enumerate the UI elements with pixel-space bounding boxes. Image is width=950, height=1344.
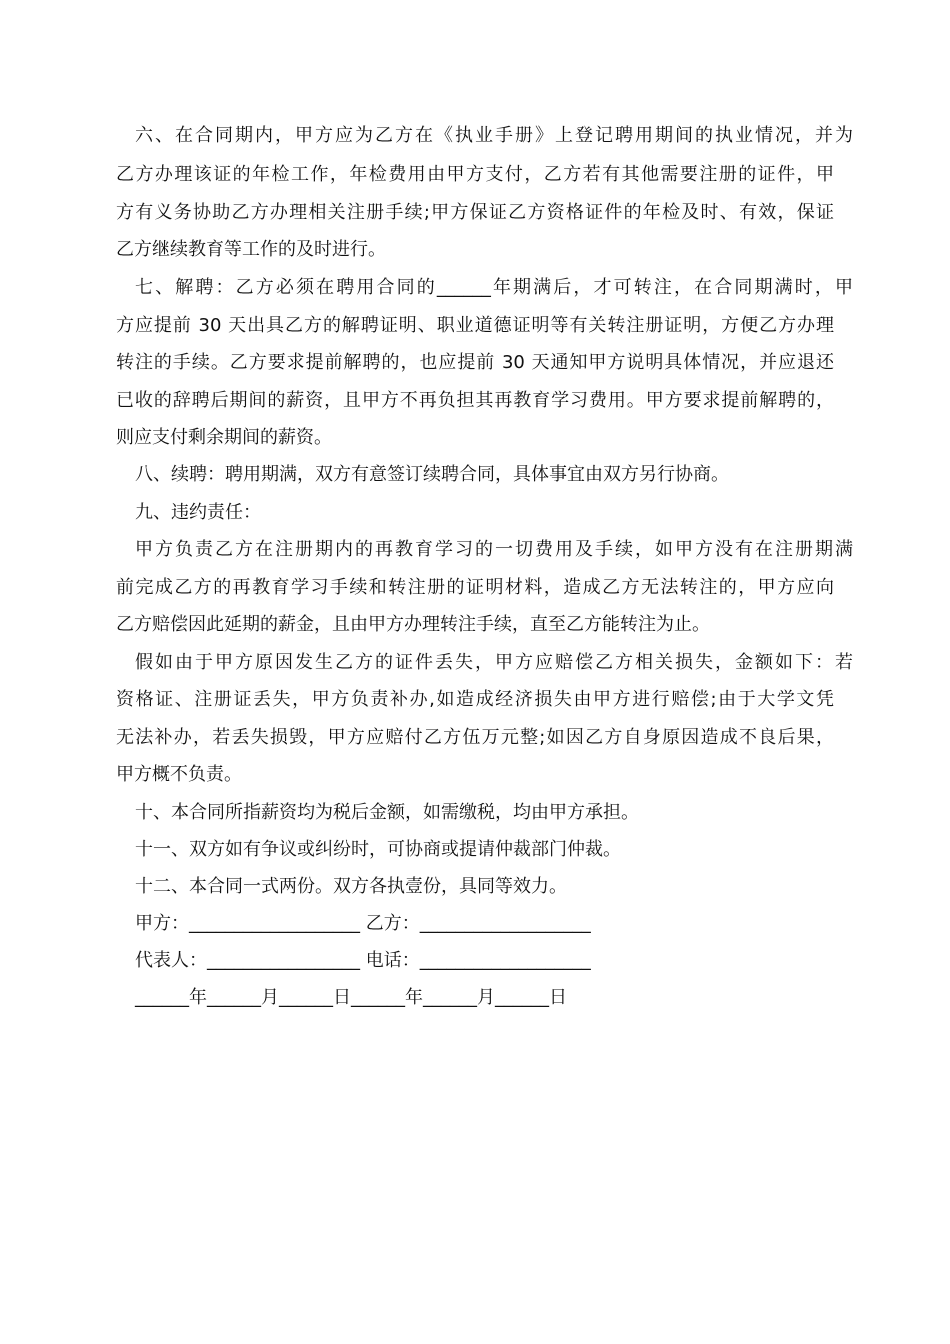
clause-11: 十一、双方如有争议或纠纷时，可协商或提请仲裁部门仲裁。 <box>135 839 621 860</box>
signature-representative-line: 代表人：_________________ 电话：___________________ <box>135 950 591 971</box>
clause-6-line-3: 方有义务协助乙方办理相关注册手续;甲方保证乙方资格证件的年检及时、有效，保证 <box>116 202 834 223</box>
clause-9-para-2-line-3: 无法补办，若丢失损毁，甲方应赔付乙方伍万元整;如因乙方自身原因造成不良后果， <box>116 727 834 748</box>
clause-9-para-2-line-4: 甲方概不负责。 <box>116 764 242 785</box>
clause-7-line-5: 则应支付剩余期间的薪资。 <box>116 427 332 448</box>
clause-6-line-2: 乙方办理该证的年检工作，年检费用由甲方支付，乙方若有其他需要注册的证件，甲 <box>116 164 834 185</box>
clause-7-line-4: 已收的辞聘后期间的薪资，且甲方不再负担其再教育学习费用。甲方要求提前解聘的， <box>116 390 834 411</box>
clause-8: 八、续聘：聘用期满，双方有意签订续聘合同，具体事宜由双方另行协商。 <box>135 464 729 485</box>
clause-7-line-2: 方应提前 30 天出具乙方的解聘证明、职业道德证明等有关转注册证明，方便乙方办理 <box>116 315 834 336</box>
clause-7-line-1: 七、解聘：乙方必须在聘用合同的______年期满后，才可转注，在合同期满时，甲 <box>135 277 853 298</box>
signature-party-line: 甲方：___________________ 乙方：___________________ <box>135 913 591 934</box>
clause-12: 十二、本合同一式两份。双方各执壹份，具同等效力。 <box>135 876 567 897</box>
signature-date-line: ______年______月______日______年______月______日 <box>135 987 567 1008</box>
clause-9-para-2-line-2: 资格证、注册证丢失，甲方负责补办,如造成经济损失由甲方进行赔偿;由于大学文凭 <box>116 689 834 710</box>
clause-10: 十、本合同所指薪资均为税后金额，如需缴税，均由甲方承担。 <box>135 802 639 823</box>
clause-9-para-1-line-2: 前完成乙方的再教育学习手续和转注册的证明材料，造成乙方无法转注的，甲方应向 <box>116 577 834 598</box>
clause-6-line-1: 六、在合同期内，甲方应为乙方在《执业手册》上登记聘用期间的执业情况，并为 <box>135 125 853 146</box>
clause-6-line-4: 乙方继续教育等工作的及时进行。 <box>116 239 386 260</box>
clause-7-line-3: 转注的手续。乙方要求提前解聘的，也应提前 30 天通知甲方说明具体情况，并应退还 <box>116 352 834 373</box>
clause-9-para-2-line-1: 假如由于甲方原因发生乙方的证件丢失，甲方应赔偿乙方相关损失，金额如下：若 <box>135 652 853 673</box>
clause-9-heading: 九、违约责任： <box>135 502 261 523</box>
clause-9-para-1-line-1: 甲方负责乙方在注册期内的再教育学习的一切费用及手续，如甲方没有在注册期满 <box>135 539 853 560</box>
clause-9-para-1-line-3: 乙方赔偿因此延期的薪金，且由甲方办理转注手续，直至乙方能转注为止。 <box>116 614 710 635</box>
